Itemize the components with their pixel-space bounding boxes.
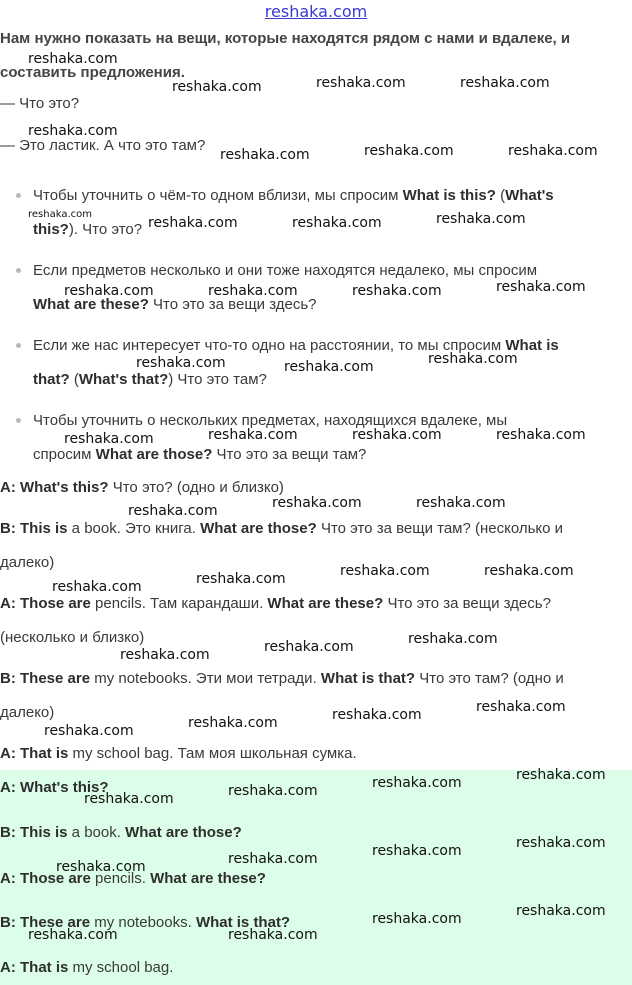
watermark: reshaka.com <box>372 911 462 927</box>
bullet-1-line-2: this?). Что это? <box>33 221 143 238</box>
example-1: A: What's this? Что это? (одно и близко) <box>0 479 284 496</box>
answer-line-3: A: Those are pencils. What are these? <box>0 870 266 887</box>
watermark: reshaka.com <box>28 51 118 67</box>
watermark: reshaka.com <box>228 927 318 943</box>
watermark: reshaka.com <box>332 707 422 723</box>
watermark: reshaka.com <box>220 147 310 163</box>
example-3-line-1: A: Those are pencils. Там карандаши. What are these? Что это за вещи здесь? <box>0 595 551 612</box>
watermark: reshaka.com <box>28 209 92 220</box>
answer-line-4: B: These are my notebooks. What is that? <box>0 914 291 931</box>
watermark: reshaka.com <box>64 283 154 299</box>
watermark: reshaka.com <box>340 563 430 579</box>
intro-line-1: Нам нужно показать на вещи, которые находятся рядом с нами и вдалеке, и <box>0 30 571 47</box>
watermark: reshaka.com <box>352 283 442 299</box>
dialog-question-2: — Это ластик. А что это там? <box>0 137 206 154</box>
watermark: reshaka.com <box>208 283 298 299</box>
watermark: reshaka.com <box>28 927 118 943</box>
watermark: reshaka.com <box>292 215 382 231</box>
watermark: reshaka.com <box>228 783 318 799</box>
bullet-dot <box>16 418 21 423</box>
watermark: reshaka.com <box>64 431 154 447</box>
example-3-line-2: (несколько и близко) <box>0 629 145 646</box>
watermark: reshaka.com <box>496 279 586 295</box>
bullet-3-line-2: that? (What's that?) Что это там? <box>33 371 267 388</box>
watermark: reshaka.com <box>128 503 218 519</box>
watermark: reshaka.com <box>172 79 262 95</box>
watermark: reshaka.com <box>56 859 146 875</box>
watermark: reshaka.com <box>408 631 498 647</box>
answer-line-2: B: This is a book. What are those? <box>0 824 242 841</box>
watermark: reshaka.com <box>436 211 526 227</box>
watermark: reshaka.com <box>516 835 606 851</box>
dialog-question-1: — Что это? <box>0 95 80 112</box>
intro-line-2: составить предложения. <box>0 64 185 81</box>
watermark: reshaka.com <box>148 215 238 231</box>
watermark: reshaka.com <box>372 843 462 859</box>
watermark: reshaka.com <box>428 351 518 367</box>
watermark: reshaka.com <box>516 903 606 919</box>
watermark: reshaka.com <box>364 143 454 159</box>
watermark: reshaka.com <box>508 143 598 159</box>
bullet-dot <box>16 343 21 348</box>
watermark: reshaka.com <box>484 563 574 579</box>
bullet-dot <box>16 268 21 273</box>
bullet-4-line-2: спросим What are those? Что это за вещи там? <box>33 446 367 463</box>
bullet-dot <box>16 193 21 198</box>
watermark: reshaka.com <box>284 359 374 375</box>
bullet-4-line-1: Чтобы уточнить о нескольких предметах, находящихся вдалеке, мы <box>33 412 508 429</box>
example-5: A: That is my school bag. Там моя школьная сумка. <box>0 745 357 762</box>
example-4-line-1: B: These are my notebooks. Эти мои тетради. What is that? Что это там? (одно и <box>0 670 564 687</box>
watermark: reshaka.com <box>196 571 286 587</box>
example-2-line-1: B: This is a book. Это книга. What are those? Что это за вещи там? (несколько и <box>0 520 564 537</box>
watermark: reshaka.com <box>44 723 134 739</box>
bullet-1-line-1: Чтобы уточнить о чём-то одном вблизи, мы спросим What is this? (What's <box>33 187 554 204</box>
watermark: reshaka.com <box>208 427 298 443</box>
bullet-2-line-1: Если предметов несколько и они тоже находятся недалеко, мы спросим <box>33 262 538 279</box>
watermark: reshaka.com <box>476 699 566 715</box>
answer-line-1: A: What's this? <box>0 779 109 796</box>
bullet-2-line-2: What are these? Что это за вещи здесь? <box>33 296 317 313</box>
watermark: reshaka.com <box>52 579 142 595</box>
watermark: reshaka.com <box>372 775 462 791</box>
watermark: reshaka.com <box>120 647 210 663</box>
watermark: reshaka.com <box>416 495 506 511</box>
watermark: reshaka.com <box>496 427 586 443</box>
watermark: reshaka.com <box>272 495 362 511</box>
example-4-line-2: далеко) <box>0 704 55 721</box>
watermark: reshaka.com <box>460 75 550 91</box>
answer-line-5: A: That is my school bag. <box>0 959 174 976</box>
watermark: reshaka.com <box>28 123 118 139</box>
watermark: reshaka.com <box>228 851 318 867</box>
watermark: reshaka.com <box>316 75 406 91</box>
watermark: reshaka.com <box>516 767 606 783</box>
example-2-line-2: далеко) <box>0 554 55 571</box>
watermark: reshaka.com <box>136 355 226 371</box>
watermark: reshaka.com <box>352 427 442 443</box>
site-link[interactable]: reshaka.com <box>264 2 368 21</box>
watermark: reshaka.com <box>188 715 278 731</box>
bullet-3-line-1: Если же нас интересует что-то одно на расстоянии, то мы спросим What is <box>33 337 559 354</box>
watermark: reshaka.com <box>264 639 354 655</box>
watermark: reshaka.com <box>84 791 174 807</box>
